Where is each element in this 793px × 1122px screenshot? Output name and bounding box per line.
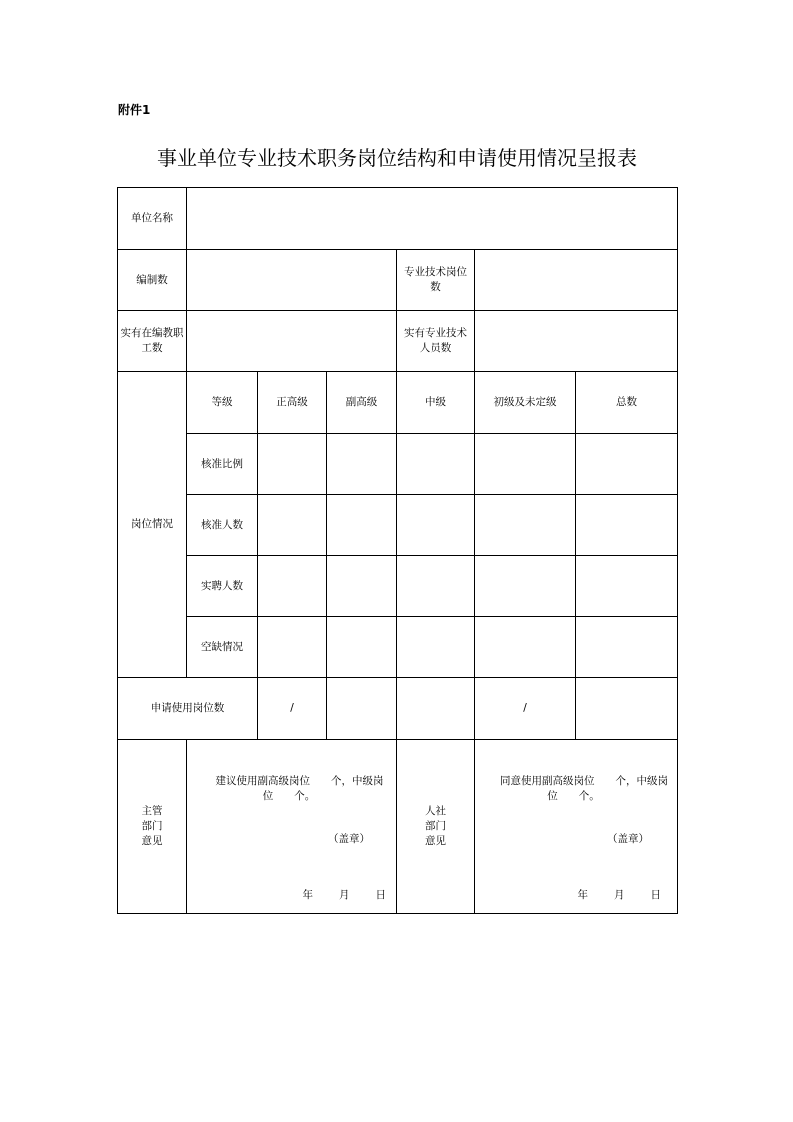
table-cell[interactable]	[397, 556, 475, 617]
table-cell[interactable]	[576, 495, 678, 556]
grade-intermediate: 中级	[397, 372, 475, 434]
table-cell[interactable]	[576, 556, 678, 617]
row-opinions	[118, 740, 678, 914]
attachment-label: 附件1	[118, 103, 151, 117]
row-unit-name	[118, 188, 678, 250]
table-cell[interactable]	[258, 556, 327, 617]
staffing-count-label: 编制数	[118, 250, 187, 311]
table-cell[interactable]	[327, 556, 397, 617]
table-cell[interactable]	[258, 434, 327, 495]
actual-staff-label: 实有在编教职工数	[118, 311, 187, 372]
date-month: 月	[339, 889, 350, 901]
post-situation-label: 岗位情况	[118, 372, 187, 678]
date-month: 月	[614, 889, 625, 901]
unit-name-field[interactable]	[187, 188, 678, 250]
table-cell[interactable]	[258, 495, 327, 556]
table-cell[interactable]	[397, 434, 475, 495]
table-cell[interactable]	[327, 495, 397, 556]
apply-deputy-senior-field[interactable]	[327, 678, 397, 740]
supervisor-opinion-box[interactable]	[187, 740, 397, 914]
approved-ratio-label: 核准比例	[187, 434, 258, 495]
row-approved-ratio	[118, 434, 678, 495]
table-cell[interactable]	[475, 617, 576, 678]
supervisor-seal: （盖章）	[328, 833, 370, 845]
table-cell[interactable]	[397, 495, 475, 556]
row-vacancy	[118, 617, 678, 678]
row-staffing	[118, 250, 678, 311]
table-cell[interactable]	[475, 495, 576, 556]
table-cell[interactable]	[475, 556, 576, 617]
row-grade-header	[118, 372, 678, 434]
hr-opinion-box[interactable]	[475, 740, 678, 914]
hr-label: 人社部门意见	[397, 740, 475, 914]
row-actual-staff	[118, 311, 678, 372]
apply-label: 申请使用岗位数	[118, 678, 258, 740]
grade-deputy-senior: 副高级	[327, 372, 397, 434]
row-approved-count	[118, 495, 678, 556]
unit-name-label: 单位名称	[118, 188, 187, 250]
row-apply	[118, 678, 678, 740]
form-title: 事业单位专业技术职务岗位结构和申请使用情况呈报表	[157, 146, 637, 170]
row-hired-count	[118, 556, 678, 617]
apply-junior-slash: /	[475, 678, 576, 740]
hired-count-label: 实聘人数	[187, 556, 258, 617]
date-day: 日	[375, 889, 386, 901]
table-cell[interactable]	[258, 617, 327, 678]
grade-junior: 初级及未定级	[475, 372, 576, 434]
tech-post-count-field[interactable]	[475, 250, 678, 311]
tech-post-count-label: 专业技术岗位数	[397, 250, 475, 311]
table-cell[interactable]	[475, 434, 576, 495]
table-cell[interactable]	[397, 617, 475, 678]
actual-tech-staff-label: 实有专业技术人员数	[397, 311, 475, 372]
apply-intermediate-field[interactable]	[397, 678, 475, 740]
apply-total-field[interactable]	[576, 678, 678, 740]
staffing-count-field[interactable]	[187, 250, 397, 311]
actual-tech-staff-field[interactable]	[475, 311, 678, 372]
actual-staff-field[interactable]	[187, 311, 397, 372]
supervisor-opinion-text: 建议使用副高级岗位 个，中级岗位 个。	[194, 775, 384, 802]
table-cell[interactable]	[576, 617, 678, 678]
hr-seal: （盖章）	[607, 833, 649, 845]
table-cell[interactable]	[576, 434, 678, 495]
hr-date	[578, 888, 662, 903]
table-cell[interactable]	[327, 617, 397, 678]
approved-count-label: 核准人数	[187, 495, 258, 556]
supervisor-date	[303, 888, 387, 903]
grade-senior: 正高级	[258, 372, 327, 434]
supervisor-label: 主管部门意见	[118, 740, 187, 914]
hr-opinion-text: 同意使用副高级岗位 个，中级岗位 个。	[479, 775, 669, 802]
grade-total: 总数	[576, 372, 678, 434]
date-year: 年	[302, 889, 313, 901]
table-cell[interactable]	[327, 434, 397, 495]
report-form-table	[117, 187, 678, 914]
date-year: 年	[577, 889, 589, 901]
grade-header: 等级	[187, 372, 258, 434]
date-day: 日	[650, 889, 662, 901]
apply-senior-slash: /	[258, 678, 327, 740]
vacancy-label: 空缺情况	[187, 617, 258, 678]
